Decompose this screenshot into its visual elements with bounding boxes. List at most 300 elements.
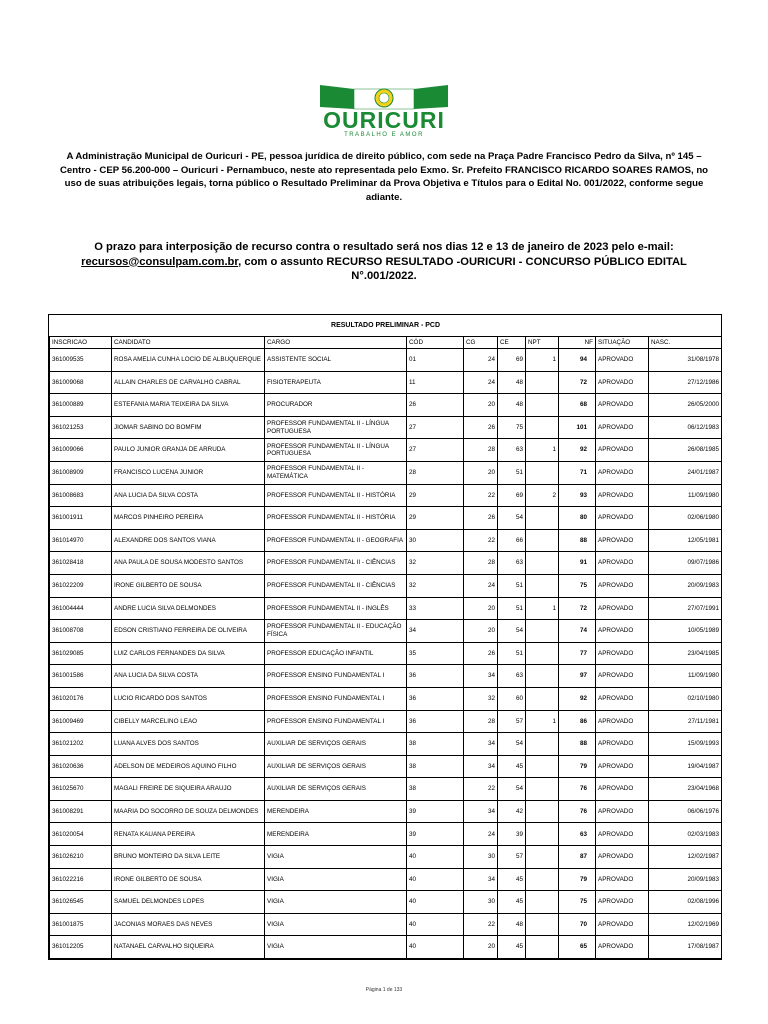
cell-nf: 92 bbox=[559, 439, 596, 462]
cell-situacao: APROVADO bbox=[596, 823, 649, 846]
cell-ce: 51 bbox=[498, 461, 526, 484]
cell-situacao: APROVADO bbox=[596, 868, 649, 891]
table-row bbox=[50, 461, 722, 484]
cell-inscricao: 361009066 bbox=[50, 439, 112, 462]
cell-cod: 26 bbox=[407, 394, 464, 417]
cell-situacao: APROVADO bbox=[596, 936, 649, 959]
cell-inscricao: 361009469 bbox=[50, 710, 112, 733]
cell-candidato: JIOMAR SABINO DO BOMFIM bbox=[112, 416, 265, 439]
cell-situacao: APROVADO bbox=[596, 710, 649, 733]
cell-nasc: 19/04/1987 bbox=[649, 755, 722, 778]
cell-candidato: LUCIO RICARDO DOS SANTOS bbox=[112, 687, 265, 710]
cell-ce: 51 bbox=[498, 597, 526, 620]
cell-inscricao: 361020176 bbox=[50, 687, 112, 710]
cell-cg: 34 bbox=[464, 733, 498, 756]
table-row bbox=[50, 349, 722, 372]
cell-nf: 65 bbox=[559, 936, 596, 959]
cell-inscricao: 361021253 bbox=[50, 416, 112, 439]
cell-cg: 26 bbox=[464, 642, 498, 665]
cell-candidato: ESTEFANIA MARIA TEIXEIRA DA SILVA bbox=[112, 394, 265, 417]
table-row bbox=[50, 823, 722, 846]
cell-nasc: 06/12/1983 bbox=[649, 416, 722, 439]
cell-ce: 54 bbox=[498, 778, 526, 801]
cell-candidato: LUIZ CARLOS FERNANDES DA SILVA bbox=[112, 642, 265, 665]
cell-ce: 51 bbox=[498, 574, 526, 597]
cell-candidato: ANA PAULA DE SOUSA MODESTO SANTOS bbox=[112, 552, 265, 575]
cell-situacao: APROVADO bbox=[596, 552, 649, 575]
cell-situacao: APROVADO bbox=[596, 620, 649, 643]
cell-cod: 40 bbox=[407, 891, 464, 914]
cell-npt bbox=[526, 461, 559, 484]
cell-inscricao: 361014970 bbox=[50, 529, 112, 552]
cell-nasc: 17/08/1987 bbox=[649, 936, 722, 959]
cell-cargo: ASSISTENTE SOCIAL bbox=[265, 349, 407, 372]
cell-cargo: PROFESSOR FUNDAMENTAL II - HISTÓRIA bbox=[265, 507, 407, 530]
logo-name: OURICURI bbox=[323, 107, 445, 133]
cell-candidato: MARCOS PINHEIRO PEREIRA bbox=[112, 507, 265, 530]
cell-nasc: 12/02/1969 bbox=[649, 913, 722, 936]
cell-npt bbox=[526, 574, 559, 597]
cell-npt: 2 bbox=[526, 484, 559, 507]
column-header-candidato: CANDIDATO bbox=[112, 337, 265, 349]
table-row bbox=[50, 846, 722, 869]
cell-cargo: MERENDEIRA bbox=[265, 800, 407, 823]
cell-cod: 40 bbox=[407, 913, 464, 936]
table-row bbox=[50, 484, 722, 507]
cell-inscricao: 361009068 bbox=[50, 371, 112, 394]
deadline-notice bbox=[52, 240, 716, 284]
cell-candidato: ANA LUCIA DA SILVA COSTA bbox=[112, 665, 265, 688]
cell-situacao: APROVADO bbox=[596, 755, 649, 778]
cell-inscricao: 361021202 bbox=[50, 733, 112, 756]
cell-cg: 28 bbox=[464, 439, 498, 462]
cell-situacao: APROVADO bbox=[596, 416, 649, 439]
cell-inscricao: 361008291 bbox=[50, 800, 112, 823]
cell-nf: 79 bbox=[559, 755, 596, 778]
cell-inscricao: 361022216 bbox=[50, 868, 112, 891]
cell-inscricao: 361026210 bbox=[50, 846, 112, 869]
cell-nasc: 10/05/1989 bbox=[649, 620, 722, 643]
cell-npt bbox=[526, 846, 559, 869]
cell-cod: 32 bbox=[407, 552, 464, 575]
cell-cargo: VIGIA bbox=[265, 868, 407, 891]
cell-situacao: APROVADO bbox=[596, 439, 649, 462]
column-header-cod: CÓD bbox=[407, 337, 464, 349]
cell-ce: 51 bbox=[498, 642, 526, 665]
cell-inscricao: 361000889 bbox=[50, 394, 112, 417]
cell-inscricao: 361022209 bbox=[50, 574, 112, 597]
cell-nf: 75 bbox=[559, 574, 596, 597]
logo-subtitle: TRABALHO E AMOR bbox=[344, 132, 424, 138]
cell-ce: 45 bbox=[498, 891, 526, 914]
cell-npt bbox=[526, 823, 559, 846]
cell-cod: 27 bbox=[407, 439, 464, 462]
cell-nf: 94 bbox=[559, 349, 596, 372]
table-row bbox=[50, 620, 722, 643]
cell-nf: 97 bbox=[559, 665, 596, 688]
cell-situacao: APROVADO bbox=[596, 913, 649, 936]
cell-cod: 30 bbox=[407, 529, 464, 552]
cell-nf: 75 bbox=[559, 891, 596, 914]
cell-cg: 24 bbox=[464, 823, 498, 846]
cell-cargo: AUXILIAR DE SERVIÇOS GERAIS bbox=[265, 755, 407, 778]
cell-cargo: VIGIA bbox=[265, 846, 407, 869]
cell-cg: 24 bbox=[464, 371, 498, 394]
cell-cg: 32 bbox=[464, 687, 498, 710]
cell-nf: 92 bbox=[559, 687, 596, 710]
cell-situacao: APROVADO bbox=[596, 891, 649, 914]
cell-cg: 34 bbox=[464, 800, 498, 823]
cell-npt: 1 bbox=[526, 597, 559, 620]
cell-candidato: FRANCISCO LUCENA JUNIOR bbox=[112, 461, 265, 484]
cell-nasc: 09/07/1986 bbox=[649, 552, 722, 575]
cell-ce: 63 bbox=[498, 439, 526, 462]
cell-cod: 29 bbox=[407, 507, 464, 530]
cell-nf: 88 bbox=[559, 529, 596, 552]
cell-nasc: 23/04/1968 bbox=[649, 778, 722, 801]
cell-ce: 45 bbox=[498, 755, 526, 778]
intro-paragraph: A Administração Municipal de Ouricuri - PE, pessoa jurídica de direito público, com sede na Praça Padre Francisco Pedro da Silva, nº 145 – Centro - CEP 56.200-000 – Ouricuri - Pernambuco, neste ato representada pelo Exmo. Sr. Prefeito FRANCISCO RICARDO SOARES RAMOS, no uso de suas atribuições legais, torna público o Resultado Preliminar da Prova Objetiva e Títulos para o Edital No. 001/2022, conforme segue adiante. bbox=[59, 151, 709, 203]
table-row bbox=[50, 778, 722, 801]
cell-cg: 26 bbox=[464, 416, 498, 439]
cell-cargo: PROFESSOR FUNDAMENTAL II - LÍNGUA PORTUGUESA bbox=[265, 416, 407, 439]
cell-npt bbox=[526, 936, 559, 959]
cell-cg: 20 bbox=[464, 461, 498, 484]
cell-cg: 30 bbox=[464, 891, 498, 914]
cell-ce: 45 bbox=[498, 868, 526, 891]
cell-ce: 63 bbox=[498, 552, 526, 575]
cell-situacao: APROVADO bbox=[596, 800, 649, 823]
cell-ce: 69 bbox=[498, 349, 526, 372]
page-footer: Página 1 de 133 bbox=[365, 987, 403, 993]
cell-situacao: APROVADO bbox=[596, 371, 649, 394]
table-row bbox=[50, 597, 722, 620]
cell-nf: 63 bbox=[559, 823, 596, 846]
cell-cargo: FISIOTERAPEUTA bbox=[265, 371, 407, 394]
cell-nasc: 27/12/1986 bbox=[649, 371, 722, 394]
cell-inscricao: 361009535 bbox=[50, 349, 112, 372]
cell-inscricao: 361001911 bbox=[50, 507, 112, 530]
cell-nf: 71 bbox=[559, 461, 596, 484]
table-row bbox=[50, 552, 722, 575]
cell-candidato: IRONE GILBERTO DE SOUSA bbox=[112, 868, 265, 891]
cell-cg: 30 bbox=[464, 846, 498, 869]
table-row bbox=[50, 642, 722, 665]
table-row bbox=[50, 529, 722, 552]
cell-inscricao: 361026545 bbox=[50, 891, 112, 914]
cell-candidato: ROSA AMELIA CUNHA LOCIO DE ALBUQUERQUE bbox=[112, 349, 265, 372]
cell-inscricao: 361029085 bbox=[50, 642, 112, 665]
column-header-ce: CE bbox=[498, 337, 526, 349]
cell-nasc: 12/02/1987 bbox=[649, 846, 722, 869]
cell-cg: 24 bbox=[464, 574, 498, 597]
cell-nasc: 23/04/1985 bbox=[649, 642, 722, 665]
cell-candidato: ADELSON DE MEDEIROS AQUINO FILHO bbox=[112, 755, 265, 778]
cell-nasc: 02/06/1980 bbox=[649, 507, 722, 530]
cell-situacao: APROVADO bbox=[596, 394, 649, 417]
cell-nf: 72 bbox=[559, 597, 596, 620]
cell-situacao: APROVADO bbox=[596, 529, 649, 552]
cell-npt bbox=[526, 891, 559, 914]
cell-inscricao: 361020054 bbox=[50, 823, 112, 846]
cell-cg: 20 bbox=[464, 597, 498, 620]
cell-candidato: RENATA KAUANA PEREIRA bbox=[112, 823, 265, 846]
cell-nf: 91 bbox=[559, 552, 596, 575]
cell-candidato: ANA LUCIA DA SILVA COSTA bbox=[112, 484, 265, 507]
cell-npt bbox=[526, 778, 559, 801]
cell-inscricao: 361025670 bbox=[50, 778, 112, 801]
cell-cg: 22 bbox=[464, 484, 498, 507]
cell-cargo: PROFESSOR ENSINO FUNDAMENTAL I bbox=[265, 687, 407, 710]
column-header-nf: NF bbox=[559, 337, 596, 349]
cell-nf: 70 bbox=[559, 913, 596, 936]
cell-ce: 45 bbox=[498, 936, 526, 959]
cell-inscricao: 361008909 bbox=[50, 461, 112, 484]
cell-cod: 36 bbox=[407, 687, 464, 710]
cell-candidato: EDSON CRISTIANO FERREIRA DE OLIVEIRA bbox=[112, 620, 265, 643]
cell-npt bbox=[526, 642, 559, 665]
table-row bbox=[50, 371, 722, 394]
cell-cod: 36 bbox=[407, 710, 464, 733]
table-row bbox=[50, 891, 722, 914]
deadline-line-1: O prazo para interposição de recurso contra o resultado será nos dias 12 e 13 de janeiro de 2023 pelo e-mail: bbox=[94, 241, 674, 253]
cell-npt: 1 bbox=[526, 349, 559, 372]
cell-cargo: PROFESSOR EDUCAÇÃO INFANTIL bbox=[265, 642, 407, 665]
cell-situacao: APROVADO bbox=[596, 846, 649, 869]
cell-situacao: APROVADO bbox=[596, 574, 649, 597]
cell-nasc: 06/06/1976 bbox=[649, 800, 722, 823]
cell-nasc: 24/01/1987 bbox=[649, 461, 722, 484]
cell-nf: 76 bbox=[559, 800, 596, 823]
cell-ce: 42 bbox=[498, 800, 526, 823]
table-row bbox=[50, 868, 722, 891]
cell-npt bbox=[526, 507, 559, 530]
table-row bbox=[50, 416, 722, 439]
cell-nf: 79 bbox=[559, 868, 596, 891]
cell-situacao: APROVADO bbox=[596, 484, 649, 507]
cell-ce: 60 bbox=[498, 687, 526, 710]
table-row bbox=[50, 665, 722, 688]
cell-nasc: 12/05/1981 bbox=[649, 529, 722, 552]
cell-cargo: PROFESSOR FUNDAMENTAL II - INGLÊS bbox=[265, 597, 407, 620]
cell-nf: 101 bbox=[559, 416, 596, 439]
cell-cargo: VIGIA bbox=[265, 936, 407, 959]
cell-cod: 36 bbox=[407, 665, 464, 688]
table-row bbox=[50, 733, 722, 756]
cell-cargo: AUXILIAR DE SERVIÇOS GERAIS bbox=[265, 778, 407, 801]
table-title: RESULTADO PRELIMINAR - PCD bbox=[50, 315, 722, 337]
column-header-npt: NPT bbox=[526, 337, 559, 349]
cell-npt bbox=[526, 800, 559, 823]
cell-cod: 39 bbox=[407, 800, 464, 823]
cell-nf: 88 bbox=[559, 733, 596, 756]
cell-cod: 38 bbox=[407, 778, 464, 801]
cell-nasc: 26/08/1985 bbox=[649, 439, 722, 462]
cell-ce: 75 bbox=[498, 416, 526, 439]
cell-situacao: APROVADO bbox=[596, 665, 649, 688]
cell-ce: 48 bbox=[498, 371, 526, 394]
cell-nasc: 11/09/1980 bbox=[649, 484, 722, 507]
cell-cod: 38 bbox=[407, 755, 464, 778]
cell-inscricao: 361008683 bbox=[50, 484, 112, 507]
cell-nf: 77 bbox=[559, 642, 596, 665]
cell-npt bbox=[526, 665, 559, 688]
cell-cargo: VIGIA bbox=[265, 891, 407, 914]
cell-inscricao: 361001875 bbox=[50, 913, 112, 936]
cell-cod: 27 bbox=[407, 416, 464, 439]
cell-ce: 69 bbox=[498, 484, 526, 507]
cell-ce: 63 bbox=[498, 665, 526, 688]
cell-ce: 48 bbox=[498, 913, 526, 936]
cell-cg: 34 bbox=[464, 755, 498, 778]
results-table bbox=[49, 315, 722, 959]
cell-candidato: ALLAIN CHARLES DE CARVALHO CABRAL bbox=[112, 371, 265, 394]
cell-candidato: MAARIA DO SOCORRO DE SOUZA DELMONDES bbox=[112, 800, 265, 823]
cell-inscricao: 361012205 bbox=[50, 936, 112, 959]
cell-candidato: MAGALI FREIRE DE SIQUEIRA ARAUJO bbox=[112, 778, 265, 801]
cell-ce: 54 bbox=[498, 733, 526, 756]
cell-nasc: 02/03/1983 bbox=[649, 823, 722, 846]
cell-inscricao: 361020636 bbox=[50, 755, 112, 778]
cell-cg: 22 bbox=[464, 529, 498, 552]
cell-cod: 32 bbox=[407, 574, 464, 597]
cell-situacao: APROVADO bbox=[596, 597, 649, 620]
cell-candidato: CIBELLY MARCELINO LEAO bbox=[112, 710, 265, 733]
cell-nasc: 26/05/2000 bbox=[649, 394, 722, 417]
cell-cargo: PROFESSOR ENSINO FUNDAMENTAL I bbox=[265, 710, 407, 733]
cell-cargo: PROFESSOR FUNDAMENTAL II - EDUCAÇÃO FÍSICA bbox=[265, 620, 407, 643]
cell-cg: 26 bbox=[464, 507, 498, 530]
cell-nasc: 11/09/1980 bbox=[649, 665, 722, 688]
cell-cod: 28 bbox=[407, 461, 464, 484]
cell-npt bbox=[526, 755, 559, 778]
column-header-situacao: SITUAÇÃO bbox=[596, 337, 649, 349]
cell-cod: 29 bbox=[407, 484, 464, 507]
cell-cg: 22 bbox=[464, 778, 498, 801]
cell-npt bbox=[526, 371, 559, 394]
table-row bbox=[50, 913, 722, 936]
cell-inscricao: 361028418 bbox=[50, 552, 112, 575]
table-row bbox=[50, 936, 722, 959]
table-body bbox=[50, 349, 722, 959]
column-header-cargo: CARGO bbox=[265, 337, 407, 349]
cell-nasc: 02/08/1996 bbox=[649, 891, 722, 914]
cell-npt bbox=[526, 913, 559, 936]
table-row bbox=[50, 574, 722, 597]
cell-cargo: PROCURADOR bbox=[265, 394, 407, 417]
cell-situacao: APROVADO bbox=[596, 733, 649, 756]
column-header-inscricao: INSCRICAO bbox=[50, 337, 112, 349]
cell-candidato: ANDRE LUCIA SILVA DELMONDES bbox=[112, 597, 265, 620]
cell-ce: 57 bbox=[498, 710, 526, 733]
appeal-email-link[interactable]: recursos@consulpam.com.br bbox=[81, 255, 239, 268]
table-header-row bbox=[50, 337, 722, 349]
cell-nasc: 31/08/1978 bbox=[649, 349, 722, 372]
cell-nf: 68 bbox=[559, 394, 596, 417]
cell-cod: 40 bbox=[407, 846, 464, 869]
table-row bbox=[50, 507, 722, 530]
cell-cargo: PROFESSOR FUNDAMENTAL II - CIÊNCIAS bbox=[265, 552, 407, 575]
cell-cg: 28 bbox=[464, 710, 498, 733]
cell-cod: 01 bbox=[407, 349, 464, 372]
flag-emblem-icon bbox=[284, 80, 484, 110]
cell-cargo: MERENDEIRA bbox=[265, 823, 407, 846]
column-header-nasc: NASC. bbox=[649, 337, 722, 349]
cell-nasc: 02/10/1980 bbox=[649, 687, 722, 710]
cell-candidato: BRUNO MONTEIRO DA SILVA LEITE bbox=[112, 846, 265, 869]
cell-candidato: JACONIAS MORAES DAS NEVES bbox=[112, 913, 265, 936]
cell-cod: 35 bbox=[407, 642, 464, 665]
cell-nasc: 20/09/1983 bbox=[649, 574, 722, 597]
cell-candidato: NATANAEL CARVALHO SIQUEIRA bbox=[112, 936, 265, 959]
table-row bbox=[50, 710, 722, 733]
cell-cod: 40 bbox=[407, 936, 464, 959]
cell-cargo: PROFESSOR FUNDAMENTAL II - MATEMÁTICA bbox=[265, 461, 407, 484]
cell-npt: 1 bbox=[526, 439, 559, 462]
results-table-container bbox=[48, 314, 722, 960]
cell-candidato: SAMUEL DELMONDES LOPES bbox=[112, 891, 265, 914]
table-row bbox=[50, 800, 722, 823]
cell-ce: 57 bbox=[498, 846, 526, 869]
cell-nf: 86 bbox=[559, 710, 596, 733]
cell-cg: 34 bbox=[464, 868, 498, 891]
cell-nasc: 15/09/1993 bbox=[649, 733, 722, 756]
cell-situacao: APROVADO bbox=[596, 642, 649, 665]
cell-cg: 34 bbox=[464, 665, 498, 688]
cell-ce: 39 bbox=[498, 823, 526, 846]
cell-ce: 54 bbox=[498, 507, 526, 530]
cell-cg: 22 bbox=[464, 913, 498, 936]
cell-inscricao: 361001586 bbox=[50, 665, 112, 688]
cell-nasc: 27/11/1981 bbox=[649, 710, 722, 733]
cell-nasc: 27/07/1991 bbox=[649, 597, 722, 620]
cell-nf: 93 bbox=[559, 484, 596, 507]
cell-cg: 28 bbox=[464, 552, 498, 575]
deadline-line-2: , com o assunto RECURSO RESULTADO -OURICURI - CONCURSO PÚBLICO EDITAL N°.001/2022. bbox=[238, 255, 687, 282]
cell-npt bbox=[526, 687, 559, 710]
cell-situacao: APROVADO bbox=[596, 349, 649, 372]
cell-nasc: 20/09/1983 bbox=[649, 868, 722, 891]
cell-cod: 39 bbox=[407, 823, 464, 846]
cell-inscricao: 361004444 bbox=[50, 597, 112, 620]
cell-npt bbox=[526, 552, 559, 575]
cell-situacao: APROVADO bbox=[596, 687, 649, 710]
cell-situacao: APROVADO bbox=[596, 778, 649, 801]
cell-cg: 20 bbox=[464, 620, 498, 643]
cell-candidato: ALEXANDRE DOS SANTOS VIANA bbox=[112, 529, 265, 552]
cell-nf: 87 bbox=[559, 846, 596, 869]
ouricuri-logo bbox=[284, 80, 484, 138]
cell-cargo: VIGIA bbox=[265, 913, 407, 936]
cell-cg: 24 bbox=[464, 349, 498, 372]
table-row bbox=[50, 687, 722, 710]
cell-cargo: PROFESSOR FUNDAMENTAL II - GEOGRAFIA bbox=[265, 529, 407, 552]
cell-candidato: LUANA ALVES DOS SANTOS bbox=[112, 733, 265, 756]
cell-inscricao: 361008708 bbox=[50, 620, 112, 643]
cell-ce: 48 bbox=[498, 394, 526, 417]
cell-nf: 80 bbox=[559, 507, 596, 530]
cell-cod: 33 bbox=[407, 597, 464, 620]
cell-situacao: APROVADO bbox=[596, 507, 649, 530]
table-row bbox=[50, 755, 722, 778]
cell-cod: 40 bbox=[407, 868, 464, 891]
cell-nf: 72 bbox=[559, 371, 596, 394]
cell-cg: 20 bbox=[464, 936, 498, 959]
cell-cargo: PROFESSOR FUNDAMENTAL II - LÍNGUA PORTUGUESA bbox=[265, 439, 407, 462]
cell-cargo: PROFESSOR ENSINO FUNDAMENTAL I bbox=[265, 665, 407, 688]
cell-npt bbox=[526, 394, 559, 417]
cell-npt bbox=[526, 733, 559, 756]
